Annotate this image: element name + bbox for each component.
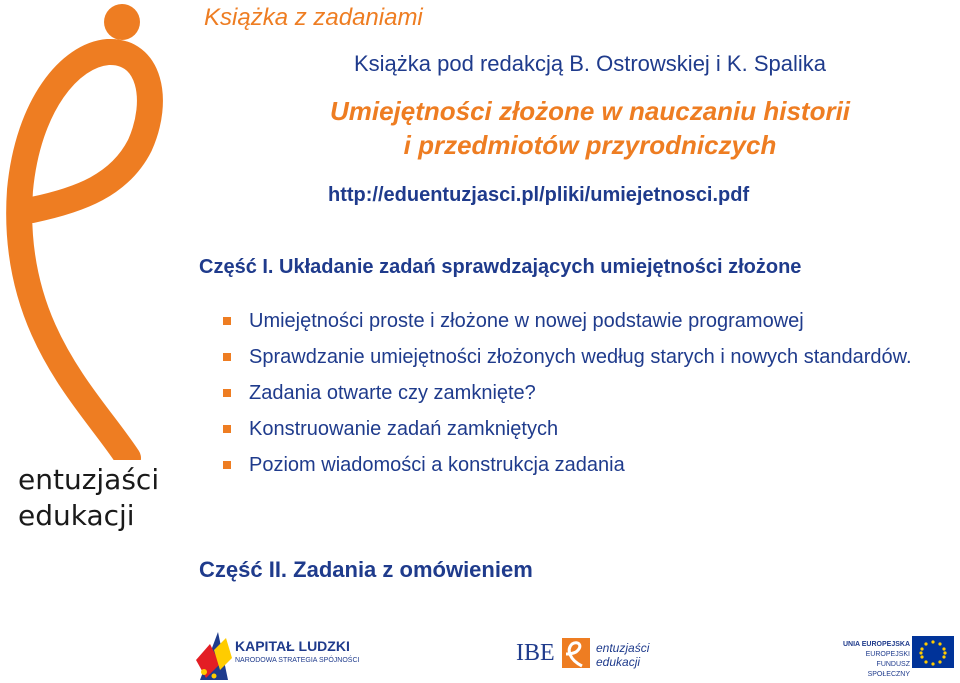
list-item <box>222 307 942 335</box>
slide-title: Książka z zadaniami <box>204 4 423 31</box>
book-title-line1: Umiejętności złożone w nauczaniu historii <box>329 96 851 126</box>
side-logo-line1: entuzjaści <box>18 463 160 496</box>
bullet-list <box>222 307 942 487</box>
bullet-square-icon <box>223 353 231 361</box>
ibe-e-logo-icon <box>562 638 590 668</box>
list-item-text: Konstruowanie zadań zamkniętych <box>249 418 559 440</box>
side-logo-text <box>18 462 159 534</box>
eu-line1: UNIA EUROPEJSKA <box>842 641 910 648</box>
list-item <box>222 451 942 479</box>
list-item-text: Poziom wiadomości a konstrukcja zadania <box>249 454 625 476</box>
kapital-ludzki-subtitle: NARODOWA STRATEGIA SPÓJNOŚCI <box>235 657 360 664</box>
book-title-line2: i przedmiotów przyrodniczych <box>403 130 777 160</box>
list-item-text: Zadania otwarte czy zamknięte? <box>249 382 536 404</box>
bullet-square-icon <box>223 389 231 397</box>
part1-heading: Część I. Układanie zadań sprawdzających umiejętności złożone <box>199 256 802 278</box>
list-item <box>222 343 942 371</box>
part2-heading: Część II. Zadania z omówieniem <box>199 557 533 582</box>
eu-line3: FUNDUSZ SPOŁECZNY <box>867 661 910 678</box>
bullet-square-icon <box>223 425 231 433</box>
list-item-text: Sprawdzanie umiejętności złożonych według starych i nowych standardów. <box>249 346 912 368</box>
logo-dot <box>104 4 140 40</box>
ibe-logo-line2: edukacji <box>596 655 641 669</box>
kapital-ludzki-name: KAPITAŁ LUDZKI <box>235 638 350 654</box>
kapital-ludzki-logo-icon <box>196 632 232 680</box>
list-item-text: Umiejętności proste i złożone w nowej podstawie programowej <box>249 310 804 332</box>
book-title <box>0 94 960 162</box>
bullet-square-icon <box>223 461 231 469</box>
eu-line2: EUROPEJSKI <box>865 651 910 658</box>
eu-label <box>840 640 910 680</box>
ibe-logo-line1: entuzjaści <box>596 641 650 655</box>
bullet-square-icon <box>223 317 231 325</box>
side-logo-line2: edukacji <box>18 499 135 532</box>
eu-flag-icon <box>912 636 954 668</box>
list-item <box>222 415 942 443</box>
footer-logos <box>0 620 960 683</box>
editor-line: Książka pod redakcją B. Ostrowskiej i K. Spalika <box>354 51 826 76</box>
book-url-link[interactable]: http://eduentuzjasci.pl/pliki/umiejetnosci.pdf <box>328 184 750 206</box>
list-item <box>222 379 942 407</box>
ibe-logo-text: IBE <box>516 640 555 666</box>
